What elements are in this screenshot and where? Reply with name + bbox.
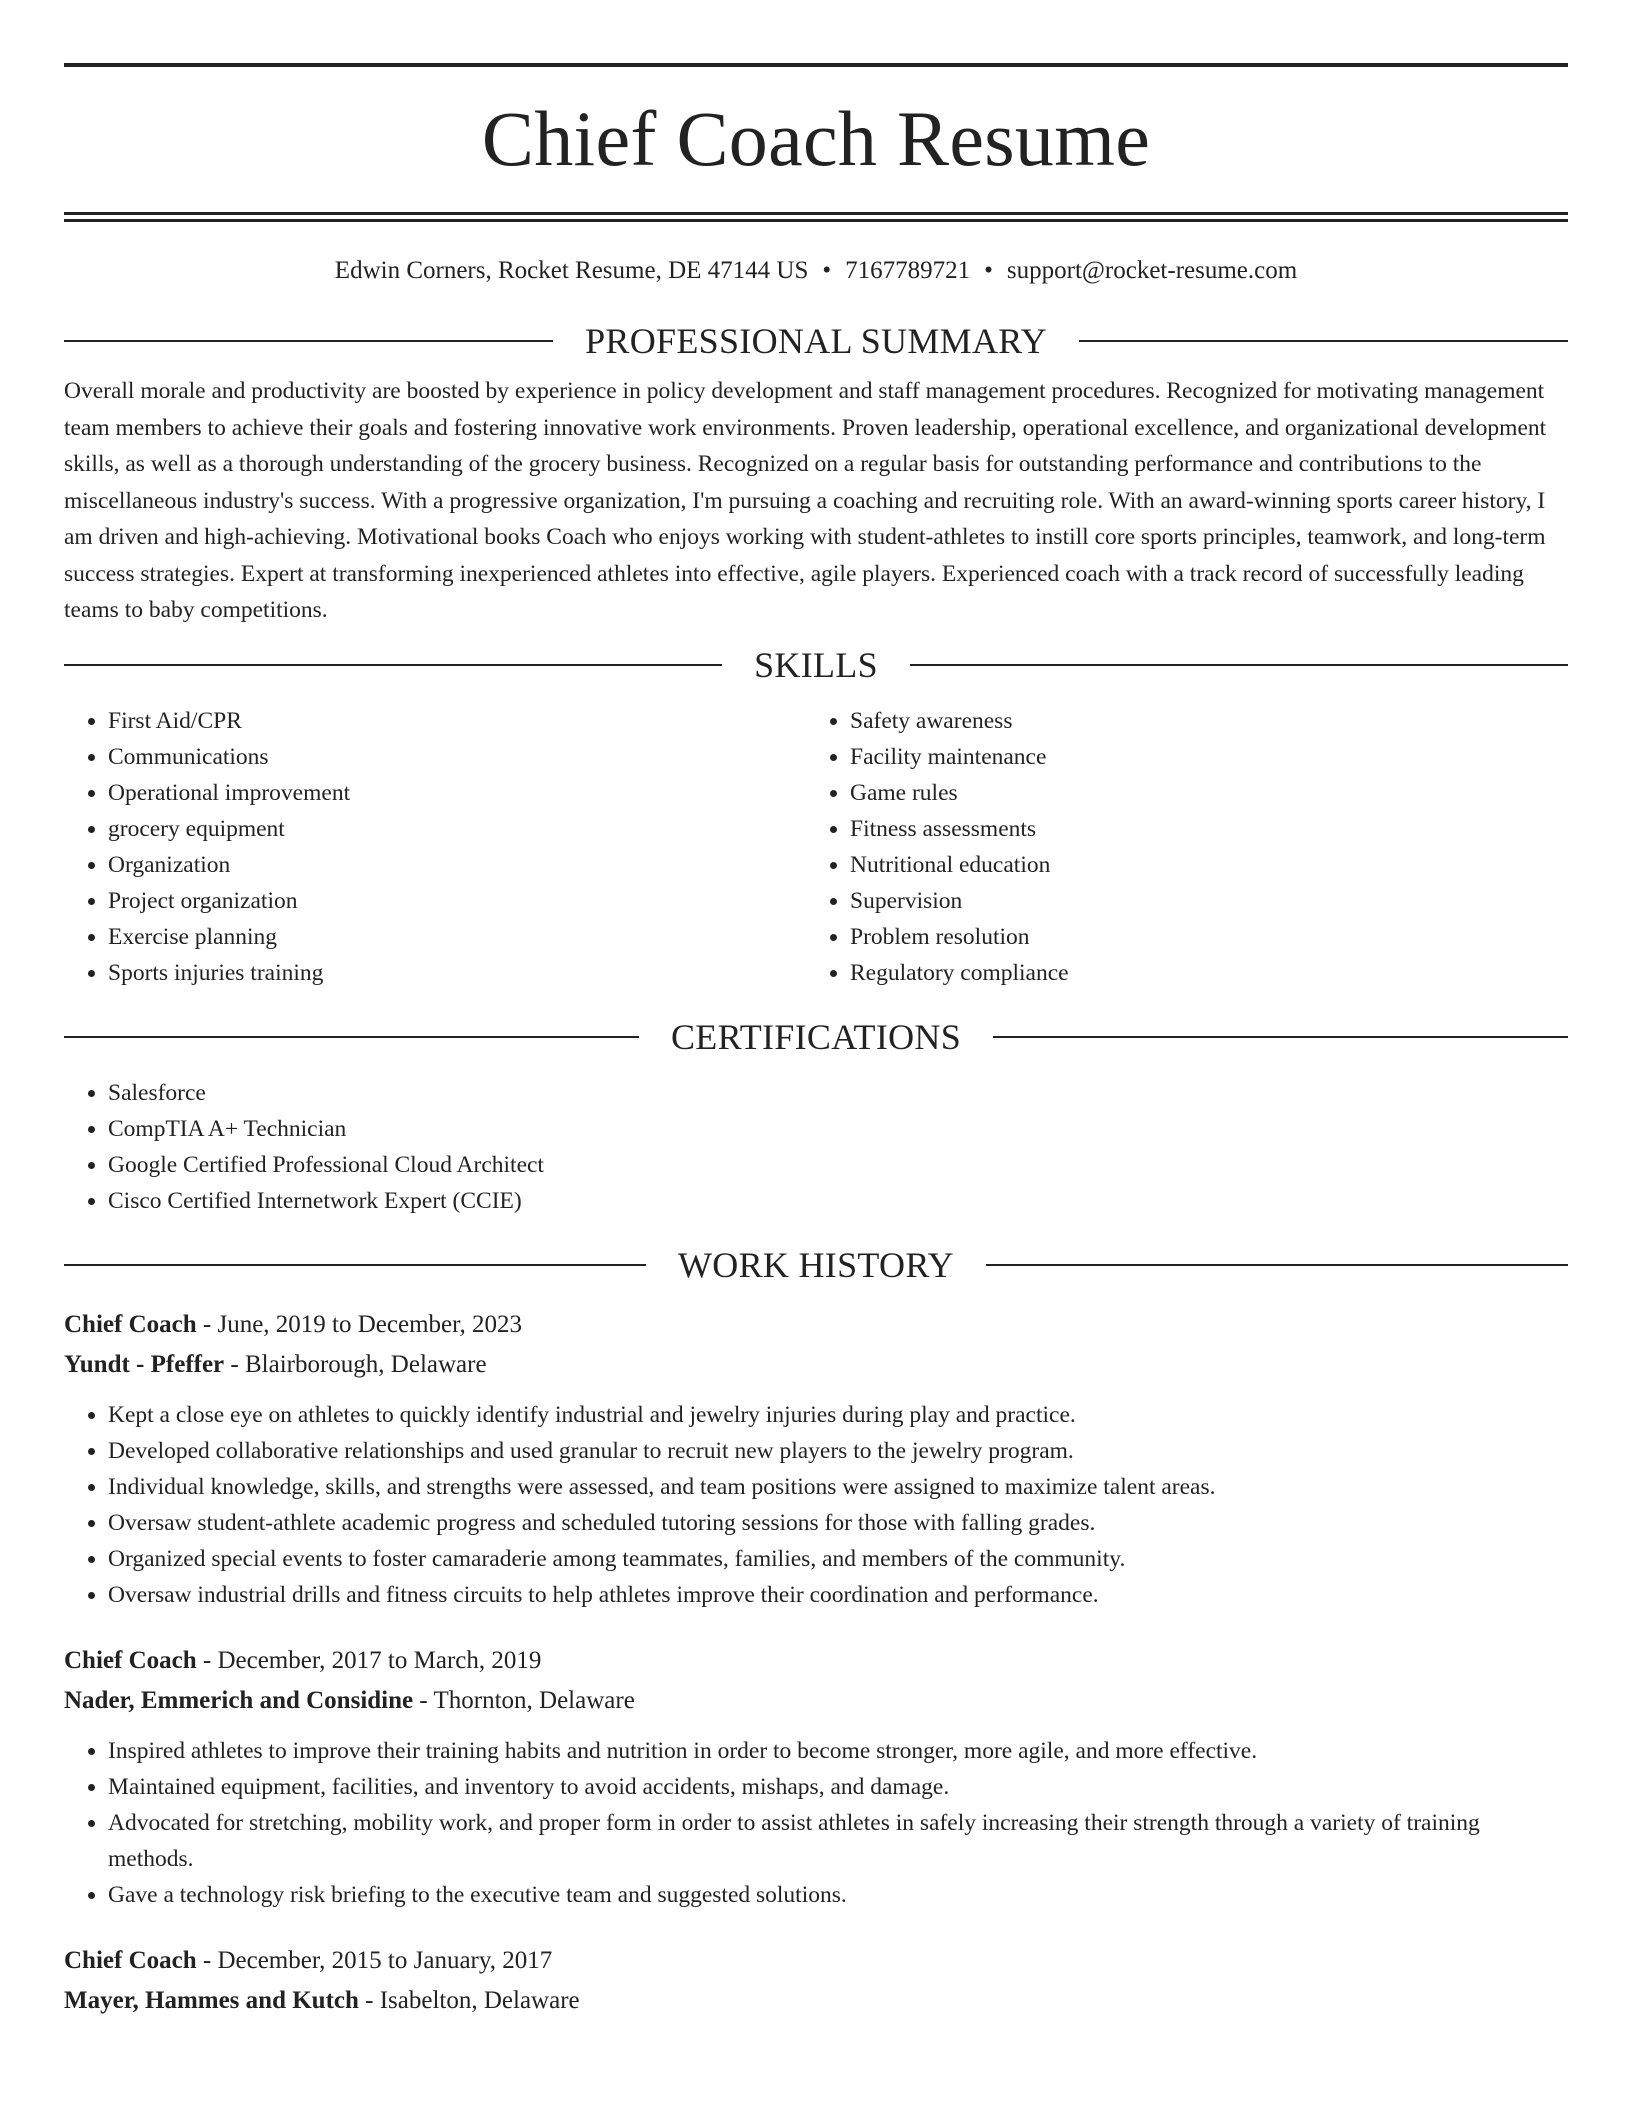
contact-phone: 7167789721 <box>845 257 971 284</box>
certifications-list <box>64 1075 1568 1219</box>
skill-item: • Project organization <box>108 883 806 919</box>
job-duty: • Maintained equipment, facilities, and inventory to avoid accidents, mishaps, and damage. <box>108 1769 1568 1805</box>
heading-rule-right <box>910 664 1568 666</box>
resume-page <box>64 0 1568 2021</box>
skill-item: • Nutritional education <box>850 847 1548 883</box>
skills-list-right <box>806 703 1548 991</box>
double-rule <box>64 212 1568 222</box>
job-title: Chief Coach <box>64 1946 197 1974</box>
contact-email[interactable]: support@rocket-resume.com <box>1006 257 1298 284</box>
job-dates: - December, 2017 to March, 2019 <box>196 1646 542 1674</box>
job-company: Nader, Emmerich and Considine <box>64 1686 414 1714</box>
contact-separator: • <box>984 257 993 284</box>
job-title-line <box>64 1941 1568 1981</box>
skills-heading <box>64 645 1568 685</box>
job-title-line <box>64 1305 1568 1345</box>
summary-heading <box>64 321 1568 361</box>
job-company-line <box>64 1681 1568 1721</box>
job-duty: • Organized special events to foster camaraderie among teammates, families, and members of the community. <box>108 1541 1568 1577</box>
job-duty: • Gave a technology risk briefing to the executive team and suggested solutions. <box>108 1877 1568 1913</box>
skill-item: • Facility maintenance <box>850 739 1548 775</box>
job-location: - Blairborough, Delaware <box>224 1350 487 1378</box>
skills-list-left <box>64 703 806 991</box>
skill-item: • Operational improvement <box>108 775 806 811</box>
skill-item: • First Aid/CPR <box>108 703 806 739</box>
contact-separator: • <box>822 257 832 284</box>
job-entry <box>64 1941 1568 2021</box>
certification-item: • Google Certified Professional Cloud Architect <box>108 1147 1568 1183</box>
job-dates: - June, 2019 to December, 2023 <box>196 1310 522 1338</box>
skill-item: • Fitness assessments <box>850 811 1548 847</box>
skill-item: • grocery equipment <box>108 811 806 847</box>
top-rule <box>64 63 1568 67</box>
summary-text: Overall morale and productivity are boosted by experience in policy development and staff management procedures. Recognized for motivating management team members to achieve their goals and fostering innovative work environments. Proven leadership, operational excellence, and organizational development skills, as well as a thorough understanding of the grocery business. Recognized on a regular basis for outstanding performance and contributions to the miscellaneous industry's success. With a progressive organization, I'm pursuing a coaching and recruiting role. With an award-winning sports career history, I am driven and high-achieving. Motivational books Coach who enjoys working with student-athletes to instill core sports principles, teamwork, and long-term success strategies. Expert at transforming inexperienced athletes into effective, agile players. Experienced coach with a track record of successfully leading teams to baby competitions. <box>64 378 1547 623</box>
skill-item: • Problem resolution <box>850 919 1548 955</box>
contact-address: Edwin Corners, Rocket Resume, DE 47144 US <box>334 257 809 284</box>
job-duties-list <box>64 1733 1568 1913</box>
job-title: Chief Coach <box>64 1310 197 1338</box>
skill-item: • Communications <box>108 739 806 775</box>
job-dates: - December, 2015 to January, 2017 <box>196 1946 553 1974</box>
contact-line <box>64 255 1568 287</box>
skill-item: • Exercise planning <box>108 919 806 955</box>
skill-item: • Safety awareness <box>850 703 1548 739</box>
work-history-heading-label: WORK HISTORY <box>678 1244 954 1285</box>
skills-column-left <box>64 703 806 991</box>
job-duty: • Advocated for stretching, mobility work, and proper form in order to assist athletes in safely increasing their strength through a variety of training methods. <box>108 1805 1568 1877</box>
heading-rule-left <box>64 1264 646 1266</box>
skills-heading-label: SKILLS <box>754 644 878 685</box>
certifications-heading <box>64 1017 1568 1057</box>
job-duty: • Inspired athletes to improve their training habits and nutrition in order to become stronger, more agile, and more effective. <box>108 1733 1568 1769</box>
job-company-line <box>64 1981 1568 2021</box>
job-duty: • Kept a close eye on athletes to quickly identify industrial and jewelry injuries during play and practice. <box>108 1397 1568 1433</box>
skill-item: • Sports injuries training <box>108 955 806 991</box>
job-duty: • Individual knowledge, skills, and strengths were assessed, and team positions were assigned to maximize talent areas. <box>108 1469 1568 1505</box>
job-duties-list <box>64 1397 1568 1613</box>
certification-item: • Cisco Certified Internetwork Expert (CCIE) <box>108 1183 1568 1219</box>
job-title-line <box>64 1641 1568 1681</box>
job-company: Yundt - Pfeffer <box>64 1350 225 1378</box>
skill-item: • Game rules <box>850 775 1548 811</box>
skills-columns <box>64 703 1568 991</box>
certifications-heading-label: CERTIFICATIONS <box>670 1016 962 1057</box>
job-location: - Thornton, Delaware <box>413 1686 635 1714</box>
heading-rule-left <box>64 1036 639 1038</box>
work-history-heading <box>64 1245 1568 1285</box>
heading-rule-left <box>64 664 722 666</box>
job-location: - Isabelton, Delaware <box>358 1986 580 2014</box>
certification-item: • Salesforce <box>108 1075 1568 1111</box>
heading-rule-right <box>986 1264 1568 1266</box>
job-company: Mayer, Hammes and Kutch <box>64 1986 359 2014</box>
job-title: Chief Coach <box>64 1646 197 1674</box>
skill-item: • Regulatory compliance <box>850 955 1548 991</box>
job-duty: • Oversaw student-athlete academic progress and scheduled tutoring sessions for those with falling grades. <box>108 1505 1568 1541</box>
certification-item: • CompTIA A+ Technician <box>108 1111 1568 1147</box>
summary-heading-label: PROFESSIONAL SUMMARY <box>585 321 1047 361</box>
job-entry <box>64 1641 1568 1913</box>
skill-item: • Supervision <box>850 883 1548 919</box>
work-history-jobs <box>64 1305 1568 2021</box>
heading-rule-right <box>993 1036 1568 1038</box>
job-entry <box>64 1305 1568 1613</box>
skill-item: • Organization <box>108 847 806 883</box>
resume-title: Chief Coach Resume <box>481 95 1151 182</box>
job-company-line <box>64 1345 1568 1385</box>
skills-column-right <box>806 703 1548 991</box>
heading-rule-left <box>64 340 553 342</box>
job-duty: • Developed collaborative relationships and used granular to recruit new players to the jewelry program. <box>108 1433 1568 1469</box>
heading-rule-right <box>1079 340 1568 342</box>
job-duty: • Oversaw industrial drills and fitness circuits to help athletes improve their coordination and performance. <box>108 1577 1568 1613</box>
